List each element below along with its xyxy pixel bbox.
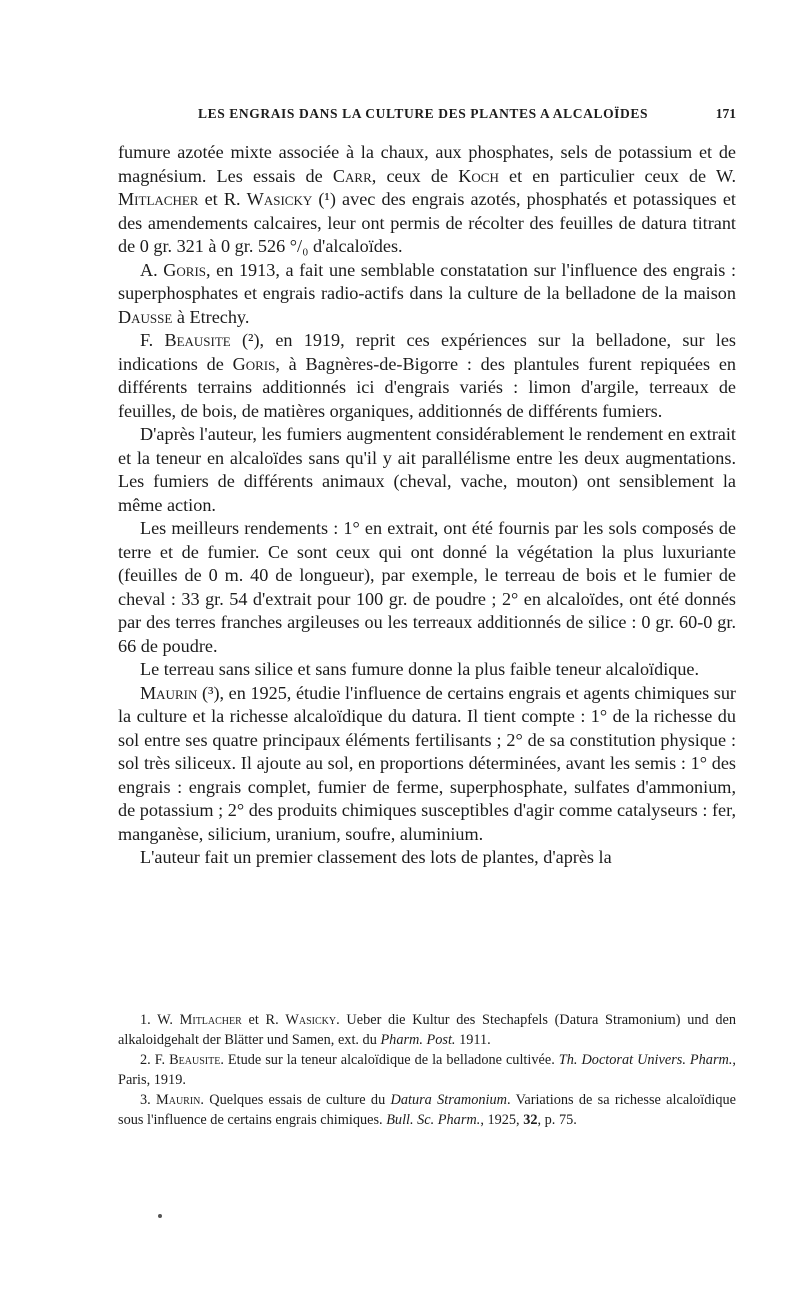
author-name: Carr [332, 165, 372, 186]
paragraph-1 [118, 141, 736, 259]
text-run: , à Bagnères-de-Bigorre : des plantules furent repiquées en différents terrains additionnés ici d'engrais variés : limon d'argile, terreaux de feuilles, de bois, de matières organiques, additionnés de différents fumiers. [118, 353, 736, 421]
author-name: Koch [458, 165, 499, 186]
paragraph-8: L'auteur fait un premier classement des lots de plantes, d'après la [140, 847, 612, 867]
paragraph-3 [118, 329, 736, 423]
text-run: à Etrechy. [172, 306, 250, 327]
text-run: et R. [198, 189, 247, 209]
text-run: F. [140, 330, 165, 350]
author-name: Goris [163, 259, 207, 280]
running-head [118, 106, 736, 128]
text-run: 1911. [455, 1032, 491, 1048]
text-run: . Ueber die Kultur des Stechapfels (Datura Stramonium) und den alkaloidgehalt der Blätter und Samen, ext. du [118, 1012, 736, 1048]
text-run: , ceux de [371, 165, 459, 186]
text-run: , p. 75. [537, 1112, 577, 1128]
text-run: 1. W. [140, 1012, 180, 1028]
text-run: 2. F. [140, 1052, 170, 1068]
footnotes [118, 1010, 736, 1130]
text-run: (²), en 1919, reprit ces expériences sur la belladone, sur les indications de [118, 330, 736, 374]
journal-title: Bull. Sc. Pharm. [386, 1112, 481, 1128]
author-name: Beausite [164, 330, 231, 350]
text-run: (¹) avec des engrais azotés, phosphatés et potassiques et des amendements calcaires, leur ont permis de récolter des feuilles de datura titrant de 0 gr. 321 à 0 gr. 526 °/₀ d'alcaloïdes. [118, 189, 736, 256]
author-name: Mitlacher [118, 189, 199, 209]
journal-title: Pharm. Post. [380, 1032, 456, 1048]
author-name: Beausite [169, 1052, 221, 1068]
species-name: Datura Stramonium [390, 1092, 508, 1108]
text-run: , Paris, 1919. [118, 1052, 736, 1088]
paragraph-6: Le terreau sans silice et sans fumure donne la plus faible teneur alcaloïdique. [140, 659, 700, 679]
volume-number: 32 [523, 1112, 538, 1128]
text-run: fumure azotée mixte associée à la chaux, aux phosphates, sels de potassium et de magnésium. Les essais de [118, 142, 736, 186]
body-text [118, 141, 736, 870]
paragraph-7 [118, 682, 736, 847]
paragraph-5: Les meilleurs rendements : 1° en extrait, ont été fournis par les sols composés de terre et de fumier. Ce sont ceux qui ont donné la végétation la plus luxuriante (feuilles de 0 m. 40 de longueur), par exemple, le terreau de bois et le fumier de cheval : 33 gr. 54 d'extrait pour 100 gr. de poudre ; 2° en alcaloïdes, ont été donnés par des terres franches argileuses ou les terreaux additionnés de silice : 0 gr. 60-0 gr. 66 de poudre. [118, 518, 736, 656]
text-run: et R. [241, 1012, 286, 1028]
author-name: Maurin [156, 1092, 201, 1108]
footnote-2 [118, 1050, 736, 1090]
paragraph-4: D'après l'auteur, les fumiers augmentent considérablement le rendement en extrait et la teneur en alcaloïdes sans qu'il y ait parallélisme entre les deux augmentations. Les fumiers de différents animaux (cheval, vache, mouton) ont sensiblement la même action. [118, 424, 736, 515]
text-run: , 1925, [480, 1112, 524, 1128]
text-run: . Variations de sa richesse alcaloïdique sous l'influence de certains engrais chimiques. [118, 1092, 737, 1128]
text-run: et en particulier ceux de W. [498, 165, 736, 186]
author-name: Wasicky [285, 1012, 337, 1028]
running-head-title: LES ENGRAIS DANS LA CULTURE DES PLANTES A ALCALOÏDES [198, 106, 649, 121]
page-number: 171 [715, 106, 736, 121]
footnote-1 [118, 1010, 736, 1050]
author-name: Dausse [118, 306, 173, 327]
author-name: Wasicky [246, 189, 313, 209]
print-speck [158, 1214, 162, 1218]
text-run: (³), en 1925, étudie l'influence de certains engrais et agents chimiques sur la culture et la richesse alcaloïdique du datura. Il tient compte : 1° de la richesse du sol entre ses quatre principaux éléments fertilisants ; 2° de sa constitution physique : sol très siliceux. Il ajoute au sol, en proportions déterminées, avant les semis : 1° des engrais : engrais complet, fumier de ferme, superphosphate, sulfates d'ammonium, de potassium ; 2° des produits chimiques susceptibles d'agir comme catalyseurs : fer, manganèse, silicium, uranium, soufre, aluminium. [118, 682, 736, 844]
text-run: . Etude sur la teneur alcaloïdique de la belladone cultivée. [220, 1052, 559, 1068]
footnote-3 [118, 1090, 736, 1130]
text-run: A. [140, 259, 164, 280]
text-run: 3. [140, 1092, 157, 1108]
text-run: . Quelques essais de culture du [200, 1092, 391, 1108]
journal-title: Th. Doctorat Univers. Pharm. [558, 1052, 733, 1068]
author-name: Maurin [140, 682, 198, 703]
author-name: Mitlacher [179, 1012, 242, 1028]
text-run: , en 1913, a fait une semblable constatation sur l'influence des engrais : superphosphates et engrais radio-actifs dans la culture de la belladone de la maison [118, 259, 737, 303]
author-name: Goris [232, 353, 276, 374]
paragraph-2 [118, 259, 736, 330]
